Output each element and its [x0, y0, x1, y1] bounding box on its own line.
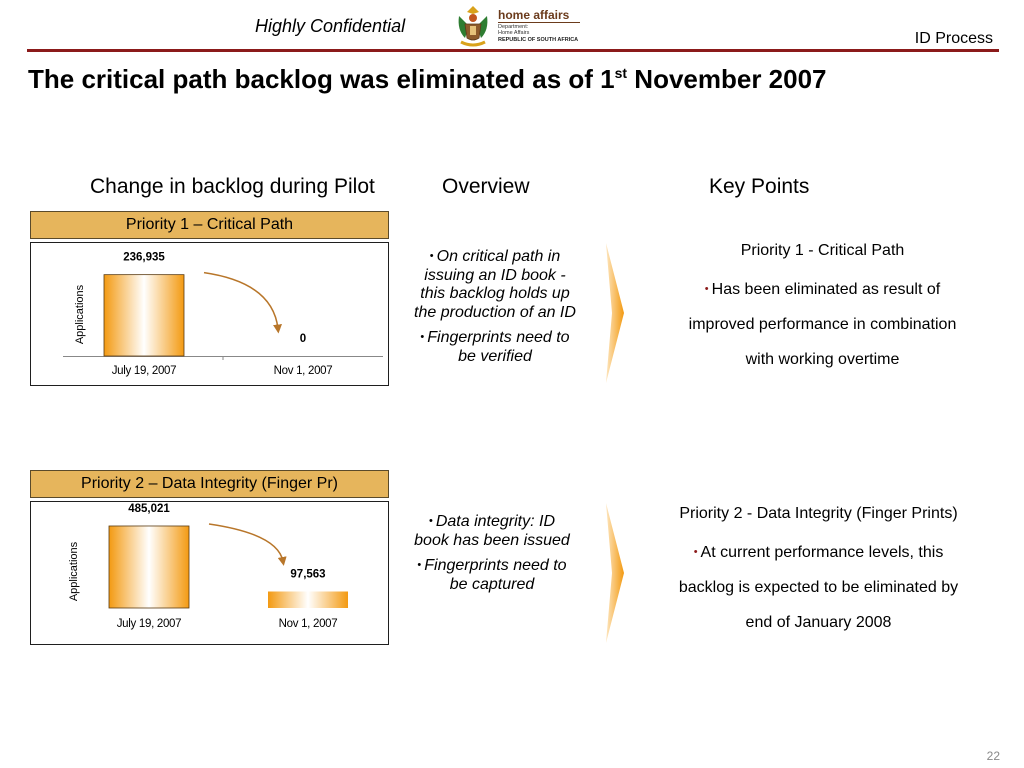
y-axis-label: Applications: [74, 284, 86, 345]
column-header-overview: Overview: [442, 175, 530, 198]
page-number: 22: [986, 749, 1000, 763]
priority1-key-text-1: Has been eliminated as result of: [711, 281, 941, 298]
priority2-key-title: Priority 2 - Data Integrity (Finger Prints): [679, 505, 958, 522]
priority2-label-box: Priority 2 – Data Integrity (Finger Pr): [30, 470, 389, 498]
bar-value-label: 97,563: [290, 568, 326, 581]
category-label: Nov 1, 2007: [273, 365, 333, 377]
section-label: ID Process: [914, 30, 993, 47]
priority1-key-title: Priority 1 - Critical Path: [740, 242, 905, 259]
bar: [268, 592, 348, 608]
priority2-chart-box: [30, 501, 389, 645]
coat-of-arms-icon: [453, 4, 493, 50]
column-header-change: Change in backlog during Pilot: [90, 175, 375, 198]
priority2-key-line: end of January 2008: [745, 614, 892, 631]
bar-value-label: 0: [299, 333, 307, 345]
header-rule: [27, 49, 999, 52]
logo-wordmark: home affairs: [498, 8, 570, 22]
priority2-overview-text-1: Data integrity: ID book has been issued: [414, 513, 570, 549]
category-label: July 19, 2007: [111, 365, 177, 377]
y-axis-label: Applications: [68, 541, 80, 602]
priority1-overview-item: [410, 328, 580, 366]
category-label: Nov 1, 2007: [278, 618, 338, 630]
logo-country: REPUBLIC OF SOUTH AFRICA: [498, 37, 579, 43]
logo-department: [498, 24, 529, 36]
priority2-chart: [31, 502, 388, 644]
home-affairs-logo: [453, 4, 593, 50]
priority2-key-text-1: At current performance levels, this: [700, 544, 944, 561]
bar: [109, 526, 189, 608]
bullet-icon: •: [693, 546, 698, 558]
trend-arrow: [204, 273, 278, 329]
bullet-icon: •: [429, 250, 434, 262]
priority2-key-points: [656, 505, 981, 640]
category-label: July 19, 2007: [116, 618, 182, 630]
priority2-chevron-icon: [604, 503, 626, 643]
priority1-key-points: [660, 242, 985, 377]
bullet-icon: •: [704, 283, 709, 295]
page-title: [28, 64, 827, 95]
priority2-key-line: backlog is expected to be eliminated by: [678, 579, 959, 596]
priority1-overview-item: [410, 247, 580, 322]
priority2-key-line: [656, 535, 981, 570]
priority1-overview: [410, 247, 580, 372]
page-title-main: The critical path backlog was eliminated as of 1: [28, 64, 615, 94]
priority1-chart-box: [30, 242, 389, 386]
column-header-key-points: Key Points: [709, 175, 810, 198]
bar: [104, 275, 184, 356]
priority2-overview: [410, 512, 574, 600]
bullet-icon: •: [420, 331, 425, 343]
priority2-overview-item: [410, 556, 574, 594]
priority1-chevron-icon: [604, 243, 626, 383]
logo-department-name: Home Affairs: [498, 30, 530, 36]
priority2-overview-item: [410, 512, 574, 550]
priority1-key-line: with working overtime: [745, 351, 900, 368]
priority1-overview-text-2: Fingerprints need to be verified: [427, 329, 570, 365]
trend-arrow: [209, 524, 283, 562]
priority2-overview-text-2: Fingerprints need to be captured: [424, 557, 567, 593]
bar-value-label: 485,021: [128, 502, 170, 515]
confidentiality-label: Highly Confidential: [255, 16, 406, 36]
priority1-chart: [31, 243, 388, 385]
priority1-label-box: Priority 1 – Critical Path: [30, 211, 389, 239]
bullet-icon: •: [417, 559, 422, 571]
priority1-key-line: [660, 272, 985, 307]
page-title-sup: st: [614, 65, 628, 81]
page-title-end: November 2007: [627, 64, 827, 94]
priority1-overview-text-1: On critical path in issuing an ID book - this backlog holds up the production of an ID: [414, 248, 576, 321]
bar-value-label: 236,935: [123, 251, 165, 264]
priority1-key-line: improved performance in combination: [688, 316, 957, 333]
logo-department-label: Department:: [498, 24, 529, 30]
bullet-icon: •: [428, 515, 433, 527]
logo-divider: [498, 22, 580, 23]
